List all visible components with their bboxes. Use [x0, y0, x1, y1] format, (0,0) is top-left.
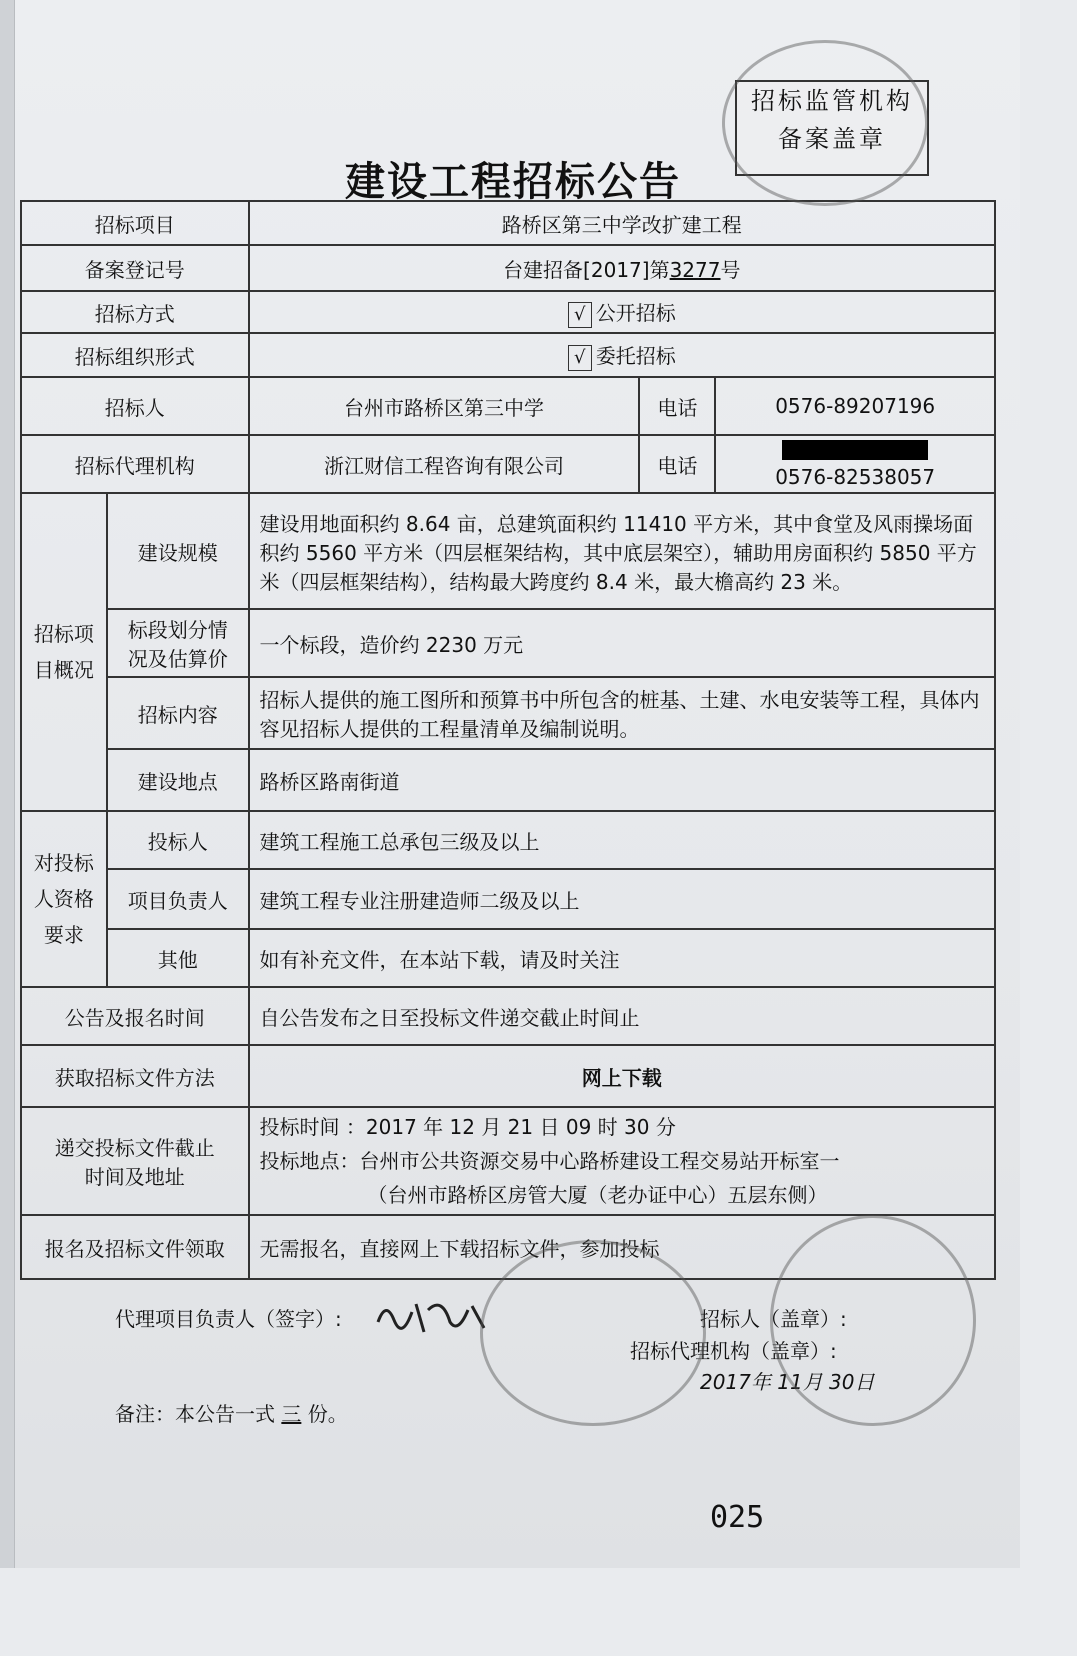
page-number: 025 [710, 1500, 765, 1535]
manager-label: 项目负责人 [107, 869, 249, 929]
row-scale [21, 493, 995, 609]
bidder-label: 投标人 [107, 811, 249, 869]
row-manager [21, 869, 995, 929]
method-value [249, 291, 995, 333]
section-value: 一个标段，造价约 2230 万元 [249, 609, 995, 677]
note-count: 三 [281, 1402, 302, 1426]
handwritten-signature [372, 1292, 492, 1340]
date: 2017年 11月 30日 [700, 1370, 875, 1394]
obtain-value: 网上下载 [249, 1045, 995, 1107]
row-deadline [21, 1107, 995, 1215]
agent-sign-label: 代理项目负责人（签字）: [115, 1307, 342, 1331]
row-agent [21, 435, 995, 493]
bidder-value: 建筑工程施工总承包三级及以上 [249, 811, 995, 869]
notice-table [20, 200, 996, 1280]
agent-phone-cell [715, 435, 995, 493]
agent-phone: 0576-82538057 [775, 464, 936, 489]
qualification-group-label: 对投标人资格要求 [21, 811, 107, 987]
overview-group-label: 招标项目概况 [21, 493, 107, 811]
registration-suffix: 号 [720, 257, 741, 282]
scale-label: 建设规模 [107, 493, 249, 609]
agent-label: 招标代理机构 [21, 435, 249, 493]
project-value: 路桥区第三中学改扩建工程 [249, 201, 995, 245]
organization-value [249, 333, 995, 377]
organization-checkbox: √ [568, 345, 592, 371]
supervision-seal [722, 40, 928, 206]
obtain-label: 获取招标文件方法 [21, 1045, 249, 1107]
row-organization [21, 333, 995, 377]
tenderer-seal-label: 招标人（盖章）: [700, 1307, 847, 1331]
tenderer-phone-label: 电话 [639, 377, 715, 435]
method-checkbox: √ [568, 302, 592, 328]
deadline-time: 投标时间 ：2017 年 12 月 21 日 09 时 30 分 [259, 1115, 676, 1139]
row-announce [21, 987, 995, 1045]
stamp-line-2: 备案盖章 [778, 125, 886, 153]
row-project [21, 201, 995, 245]
manager-value: 建筑工程专业注册建造师二级及以上 [249, 869, 995, 929]
tenderer-value: 台州市路桥区第三中学 [249, 377, 640, 435]
deadline-place-2: （台州市路桥区房管大厦（老办证中心）五层东侧） [367, 1183, 828, 1207]
content-label: 招标内容 [107, 677, 249, 749]
agent-value: 浙江财信工程咨询有限公司 [249, 435, 640, 493]
agent-phone-label: 电话 [639, 435, 715, 493]
registration-label: 备案登记号 [21, 245, 249, 291]
other-value: 如有补充文件，在本站下载，请及时关注 [249, 929, 995, 987]
binding-edge [0, 0, 15, 1568]
row-section [21, 609, 995, 677]
register-value: 无需报名，直接网上下载招标文件，参加投标 [249, 1215, 995, 1279]
announce-label: 公告及报名时间 [21, 987, 249, 1045]
row-other [21, 929, 995, 987]
other-label: 其他 [107, 929, 249, 987]
method-text: 公开招标 [595, 300, 676, 325]
announce-value: 自公告发布之日至投标文件递交截止时间止 [249, 987, 995, 1045]
section-label: 标段划分情况及估算价 [107, 609, 249, 677]
registration-prefix: 台建招备[2017]第 [503, 257, 670, 282]
note-suffix: 份。 [307, 1402, 348, 1426]
project-label: 招标项目 [21, 201, 249, 245]
stamp-line-1: 招标监管机构 [751, 87, 913, 115]
registration-value [249, 245, 995, 291]
row-method [21, 291, 995, 333]
deadline-place: 投标地点：台州市公共资源交易中心路桥建设工程交易站开标室一 [259, 1149, 840, 1173]
organization-text: 委托招标 [595, 343, 676, 368]
row-registration [21, 245, 995, 291]
organization-label: 招标组织形式 [21, 333, 249, 377]
registration-number: 3277 [669, 257, 721, 282]
tenderer-label: 招标人 [21, 377, 249, 435]
agent-seal [770, 1215, 976, 1426]
row-obtain [21, 1045, 995, 1107]
redaction-bar [782, 440, 928, 460]
method-label: 招标方式 [21, 291, 249, 333]
location-value: 路桥区路南街道 [249, 749, 995, 811]
tenderer-seal [480, 1240, 706, 1426]
row-content [21, 677, 995, 749]
content-value: 招标人提供的施工图所和预算书中所包含的桩基、土建、水电安装等工程，具体内容见招标人提供的工程量清单及编制说明。 [249, 677, 995, 749]
tenderer-phone: 0576-89207196 [715, 377, 995, 435]
register-label: 报名及招标文件领取 [21, 1215, 249, 1279]
note-prefix: 备注：本公告一式 [115, 1402, 275, 1426]
row-bidder [21, 811, 995, 869]
location-label: 建设地点 [107, 749, 249, 811]
scale-value: 建设用地面积约 8.64 亩，总建筑面积约 11410 平方米，其中食堂及风雨操场面积约 5560 平方米（四层框架结构，其中底层架空），辅助用房面积约 5850 平方米（四层框架结构），结构最大跨度约 8.4 米，最大檐高约 23 米。 [249, 493, 995, 609]
note [115, 1398, 348, 1427]
row-tenderer [21, 377, 995, 435]
page-title: 建设工程招标公告 [345, 159, 681, 205]
row-location [21, 749, 995, 811]
agent-seal-label: 招标代理机构（盖章）: [630, 1339, 837, 1363]
deadline-label: 递交投标文件截止时间及地址 [21, 1107, 249, 1215]
deadline-value [249, 1107, 995, 1215]
